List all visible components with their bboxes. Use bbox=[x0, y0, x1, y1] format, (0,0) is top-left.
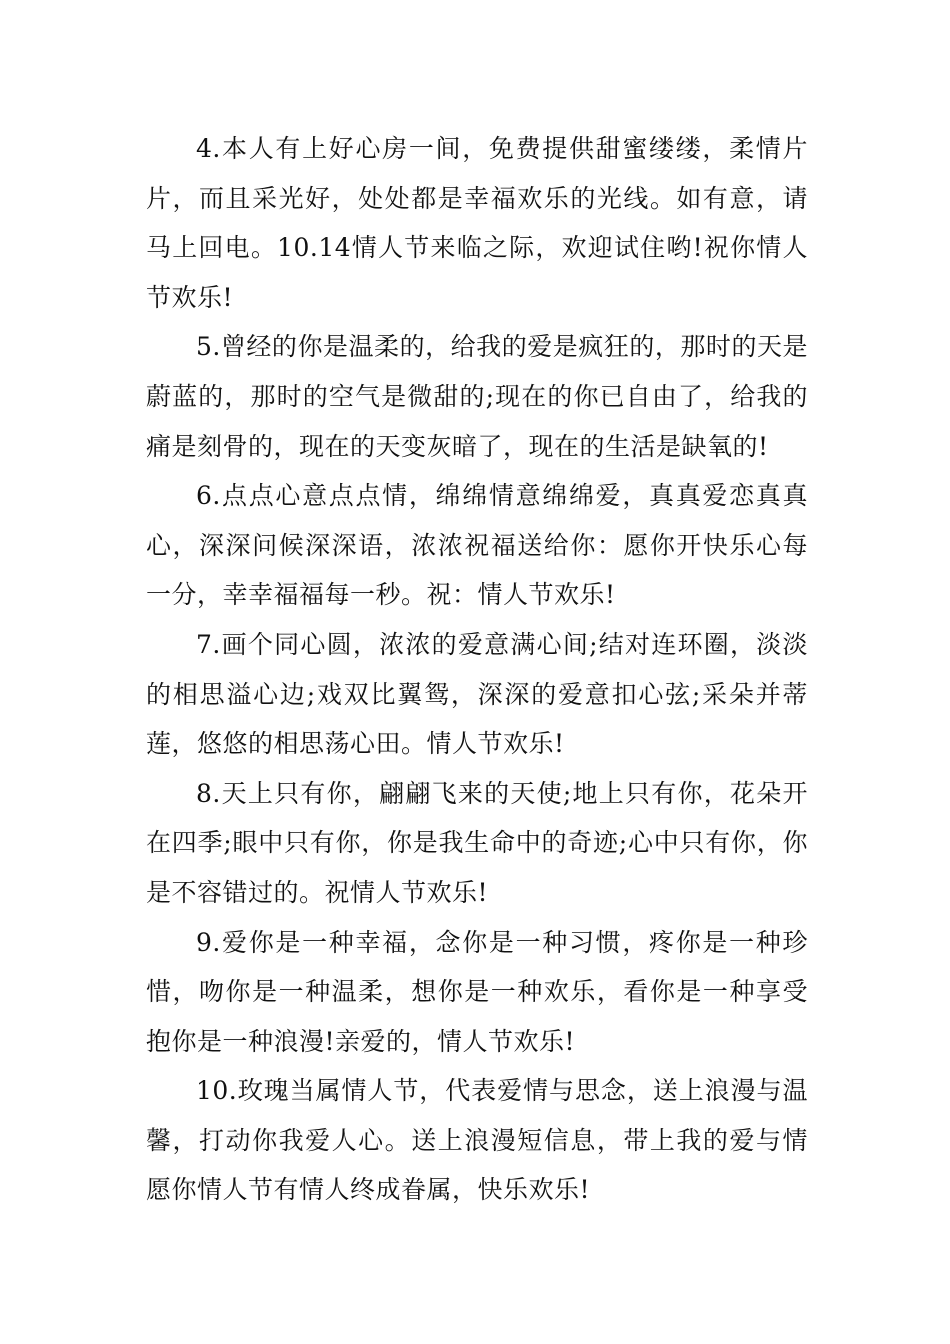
paragraph-4: 4.本人有上好心房一间，免费提供甜蜜缕缕，柔情片片，而且采光好，处处都是幸福欢乐的光线。如有意，请马上回电。10.14情人节来临之际，欢迎试住哟!祝你情人节欢乐! bbox=[146, 134, 808, 312]
paragraph-6: 6.点点心意点点情，绵绵情意绵绵爱，真真爱恋真真心，深深问候深深语，浓浓祝福送给你：愿你开快乐心每一分，幸幸福福每一秒。祝：情人节欢乐! bbox=[146, 481, 808, 610]
paragraph-8: 8.天上只有你，翩翩飞来的天使;地上只有你，花朵开在四季;眼中只有你，你是我生命中的奇迹;心中只有你，你是不容错过的。祝情人节欢乐! bbox=[146, 778, 808, 907]
paragraph-5: 5.曾经的你是温柔的，给我的爱是疯狂的，那时的天是蔚蓝的，那时的空气是微甜的;现在的你已自由了，给我的痛是刻骨的，现在的天变灰暗了，现在的生活是缺氧的! bbox=[146, 332, 808, 461]
paragraph-7: 7.画个同心圆，浓浓的爱意满心间;结对连环圈，淡淡的相思溢心边;戏双比翼鸳，深深的爱意扣心弦;采朵并蒂莲，悠悠的相思荡心田。情人节欢乐! bbox=[146, 629, 808, 759]
paragraph-10: 10.玫瑰当属情人节，代表爱情与思念，送上浪漫与温馨，打动你我爱人心。送上浪漫短信息，带上我的爱与情愿你情人节有情人终成眷属，快乐欢乐! bbox=[146, 1076, 808, 1205]
document-body bbox=[146, 124, 808, 1215]
paragraph-9: 9.爱你是一种幸福，念你是一种习惯，疼你是一种珍惜，吻你是一种温柔，想你是一种欢乐，看你是一种享受抱你是一种浪漫!亲爱的，情人节欢乐! bbox=[146, 927, 808, 1056]
